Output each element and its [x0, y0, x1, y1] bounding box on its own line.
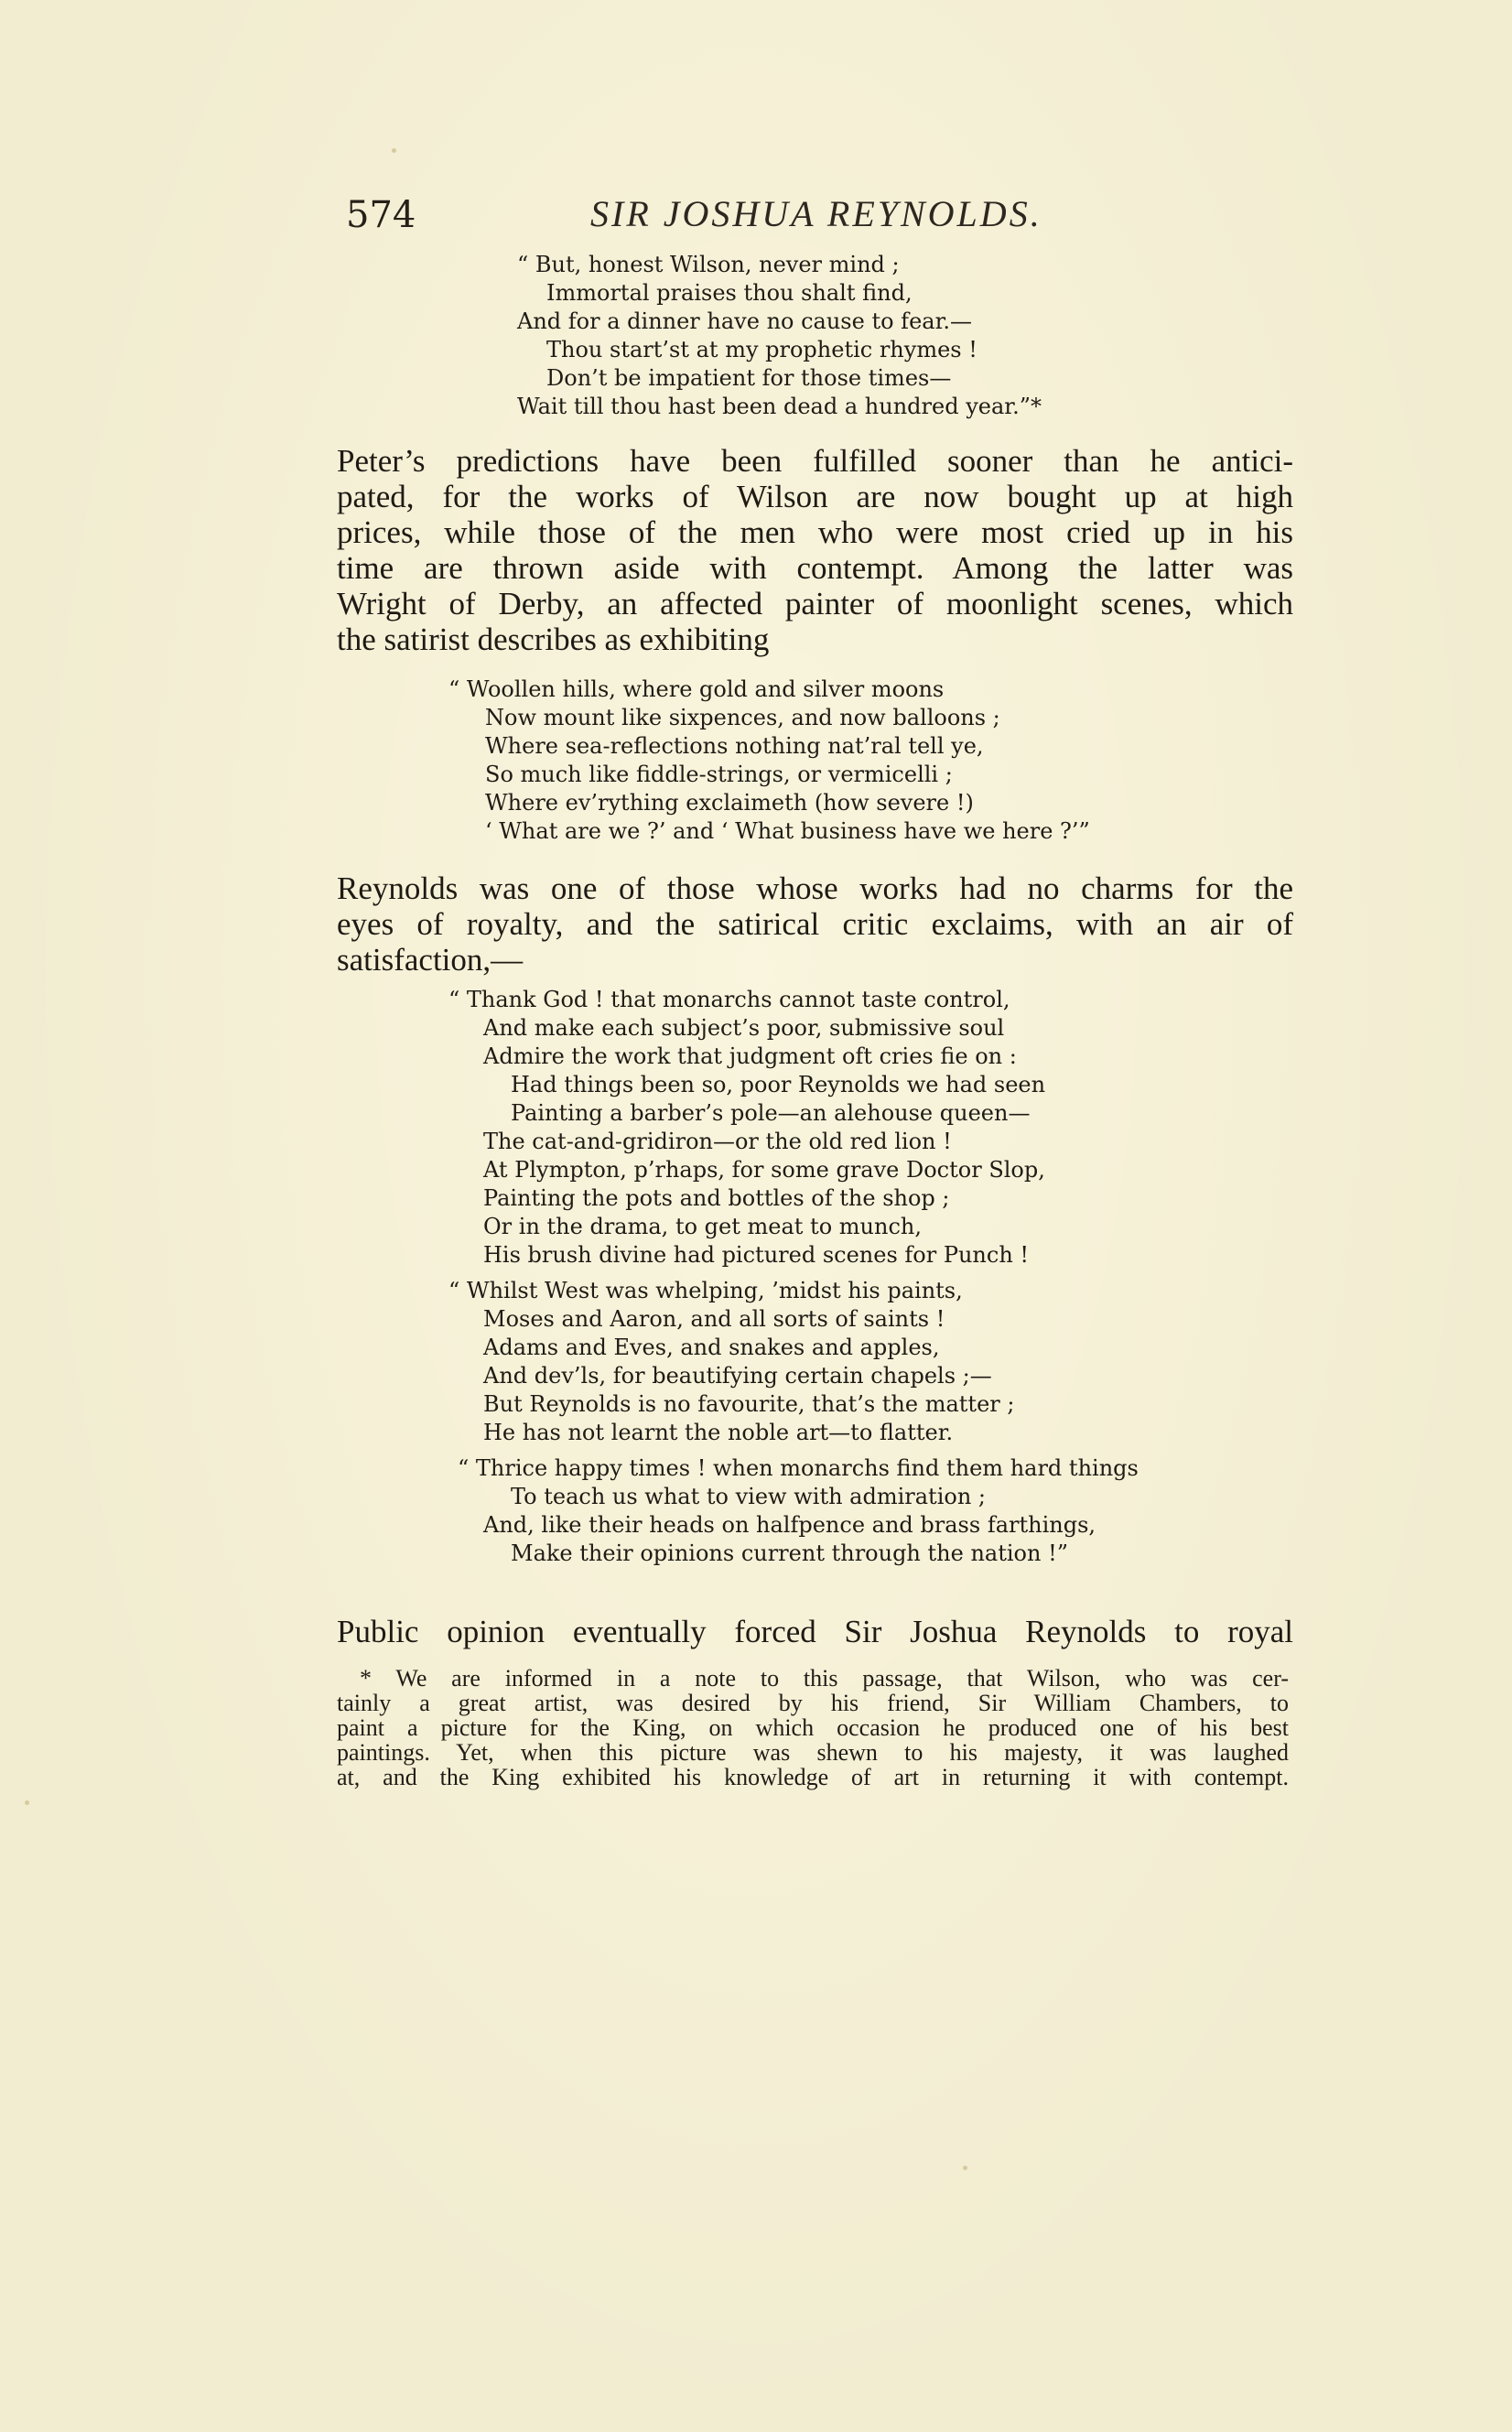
- stanza-3: [448, 1454, 1139, 1568]
- verse-line: Painting the pots and bottles of the shop ;: [483, 1185, 950, 1211]
- footnote-line: tainly a great artist, was desired by his friend, Sir William Chambers, to: [337, 1690, 1289, 1716]
- verse-line: And for a dinner have no cause to fear.—: [517, 308, 973, 334]
- paragraph-line: prices, while those of the men who were most cried up in his: [337, 514, 1293, 550]
- verse-line: “ But, honest Wilson, never mind ;: [517, 252, 900, 277]
- verse-line: Where ev’rything exclaimeth (how severe !): [485, 790, 974, 816]
- verse-line: ‘ What are we ?’ and ‘ What business have we here ?’”: [485, 818, 1090, 844]
- paper-speck: [963, 2166, 967, 2170]
- paragraph-line: eyes of royalty, and the satirical critic exclaims, with an air of: [337, 906, 1293, 942]
- verse-line: He has not learnt the noble art—to flatter.: [483, 1420, 954, 1445]
- verse-line: The cat-and-gridiron—or the old red lion !: [483, 1129, 952, 1154]
- footnote-line: paintings. Yet, when this picture was shewn to his majesty, it was laughed: [337, 1739, 1289, 1766]
- verse-line: “ Woollen hills, where gold and silver moons: [448, 676, 945, 702]
- verse-line: Where sea-reflections nothing nat’ral tell ye,: [485, 733, 984, 759]
- footnote-line: * We are informed in a note to this passage, that Wilson, who was cer-: [360, 1665, 1289, 1692]
- footnote-line: at, and the King exhibited his knowledge of art in returning it with contempt.: [337, 1764, 1289, 1790]
- paragraph-line: Public opinion eventually forced Sir Joshua Reynolds to royal: [337, 1614, 1293, 1649]
- verse-block-3: [448, 986, 1139, 1568]
- verse-line: So much like fiddle-strings, or vermicelli ;: [485, 762, 953, 787]
- paragraph-line: Reynolds was one of those whose works had no charms for the: [337, 870, 1293, 906]
- paragraph-line: Peter’s predictions have been fulfilled sooner than he antici-: [337, 443, 1293, 479]
- verse-line: And make each subject’s poor, submissive soul: [483, 1015, 1005, 1041]
- verse-line: Don’t be impatient for those times—: [546, 365, 952, 391]
- verse-line: But Reynolds is no favourite, that’s the matter ;: [483, 1391, 1015, 1417]
- verse-block-1: [517, 251, 1042, 421]
- verse-line: Wait till thou hast been dead a hundred year.”*: [517, 394, 1042, 419]
- paper-speck: [25, 1800, 29, 1805]
- paper-speck: [392, 148, 396, 153]
- verse-line: “ Thrice happy times ! when monarchs find them hard things: [458, 1455, 1139, 1481]
- paragraph-1: [337, 443, 1293, 657]
- page-number: 574: [346, 194, 416, 236]
- verse-line: His brush divine had pictured scenes for Punch !: [483, 1242, 1030, 1268]
- verse-line: Moses and Aaron, and all sorts of saints !: [483, 1306, 945, 1332]
- verse-line: Make their opinions current through the nation !”: [511, 1540, 1068, 1566]
- paragraph-3: [337, 1614, 1293, 1649]
- running-title: SIR JOSHUA REYNOLDS.: [590, 193, 1042, 234]
- verse-line: Adams and Eves, and snakes and apples,: [483, 1335, 940, 1360]
- verse-line: Or in the drama, to get meat to munch,: [483, 1214, 922, 1239]
- verse-line: Thou start’st at my prophetic rhymes !: [546, 337, 977, 362]
- paragraph-line: the satirist describes as exhibiting: [337, 622, 770, 657]
- footnote-line: paint a picture for the King, on which occasion he produced one of his best: [337, 1714, 1289, 1741]
- verse-line: To teach us what to view with admiration ;: [511, 1484, 986, 1509]
- paragraph-line: time are thrown aside with contempt. Among the latter was: [337, 550, 1293, 586]
- stanza-1: [448, 986, 1139, 1270]
- verse-line: Admire the work that judgment oft cries fie on :: [483, 1043, 1017, 1069]
- paragraph-line: satisfaction,—: [337, 942, 524, 978]
- verse-line: “ Thank God ! that monarchs cannot taste control,: [448, 987, 1010, 1012]
- verse-block-2: [448, 676, 1090, 846]
- verse-line: Painting a barber’s pole—an alehouse queen—: [511, 1100, 1031, 1126]
- verse-line: And dev’ls, for beautifying certain chapels ;—: [483, 1363, 992, 1389]
- stanza-2: [448, 1277, 1139, 1447]
- verse-line: Now mount like sixpences, and now balloons ;: [485, 705, 1000, 730]
- page-header: [339, 183, 1291, 238]
- verse-line: At Plympton, p’rhaps, for some grave Doctor Slop,: [483, 1157, 1045, 1183]
- paragraph-line: pated, for the works of Wilson are now bought up at high: [337, 479, 1293, 514]
- paragraph-2: [337, 870, 1293, 978]
- paragraph-line: Wright of Derby, an affected painter of moonlight scenes, which: [337, 586, 1293, 622]
- verse-line: And, like their heads on halfpence and brass farthings,: [483, 1512, 1096, 1538]
- verse-line: “ Whilst West was whelping, ’midst his paints,: [448, 1278, 963, 1303]
- verse-line: Had things been so, poor Reynolds we had seen: [511, 1072, 1046, 1097]
- footnote: [337, 1666, 1289, 1789]
- verse-line: Immortal praises thou shalt find,: [546, 280, 913, 306]
